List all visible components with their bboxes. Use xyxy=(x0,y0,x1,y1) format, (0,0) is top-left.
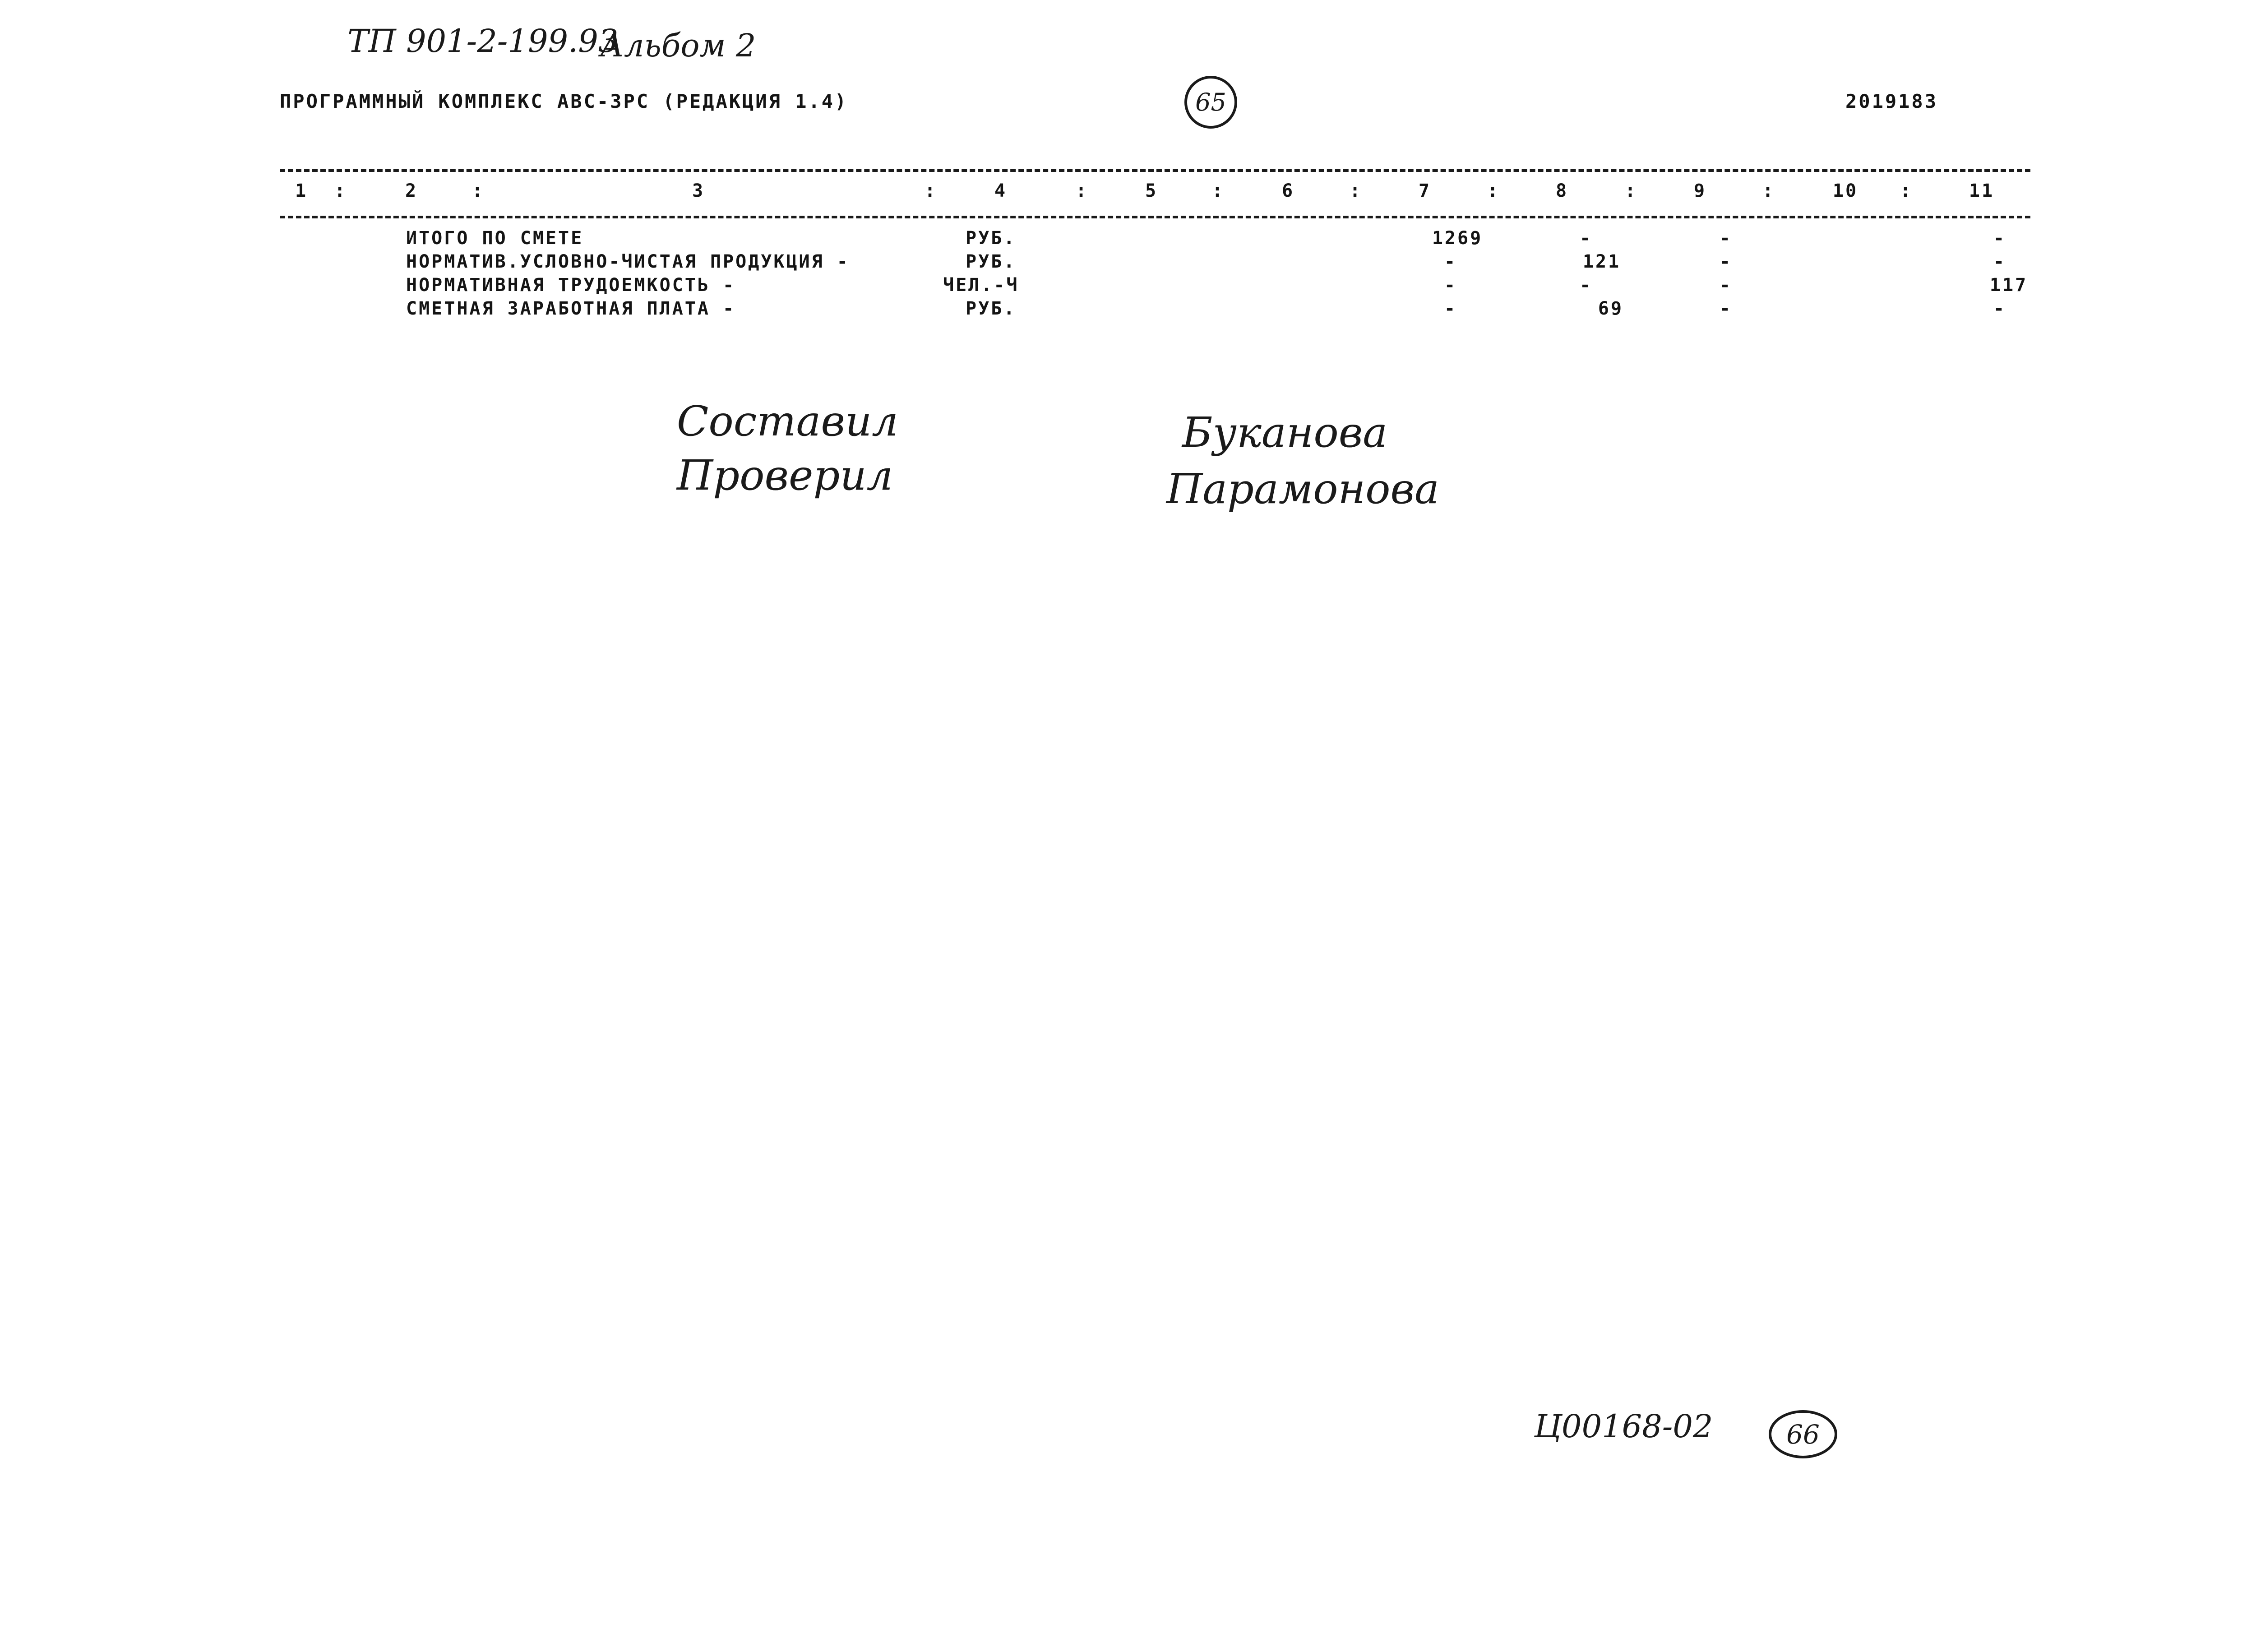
row-col9: - xyxy=(1719,275,1733,296)
col-header-1: 1 xyxy=(295,180,308,201)
col-separator: : xyxy=(1211,180,1225,201)
col-header-6: 6 xyxy=(1281,180,1295,201)
col-header-11: 11 xyxy=(1969,180,1995,201)
handwritten-album: Альбом 2 xyxy=(600,27,756,64)
row-col7: - xyxy=(1444,251,1457,272)
row-col11: - xyxy=(1993,228,2006,249)
col-header-8: 8 xyxy=(1555,180,1569,201)
row-unit: ЧЕЛ.-Ч xyxy=(943,275,1019,296)
row-col11: - xyxy=(1993,298,2006,319)
row-col8: 121 xyxy=(1582,251,1621,272)
row-name: НОРМАТИВ.УСЛОВНО-ЧИСТАЯ ПРОДУКЦИЯ - xyxy=(406,251,850,272)
col-header-3: 3 xyxy=(692,180,705,201)
col-header-10: 10 xyxy=(1832,180,1858,201)
page-mark-top-number: 65 xyxy=(1195,88,1226,116)
composed-label: Составил xyxy=(677,397,898,445)
checked-label: Проверил xyxy=(677,451,893,500)
row-col7: - xyxy=(1444,298,1457,319)
footer-code: Ц00168-02 xyxy=(1534,1408,1713,1445)
col-separator: : xyxy=(334,180,347,201)
row-col9: - xyxy=(1719,228,1733,249)
row-unit: РУБ. xyxy=(966,251,1017,272)
col-separator: : xyxy=(472,180,485,201)
row-name: НОРМАТИВНАЯ ТРУДОЕМКОСТЬ - xyxy=(406,275,736,296)
row-col8: 69 xyxy=(1598,298,1624,319)
table-rule-top xyxy=(280,169,2030,172)
program-line: ПРОГРАММНЫЙ КОМПЛЕКС АВС-ЗРС (РЕДАКЦИЯ 1.4) xyxy=(280,90,848,112)
handwritten-project-code: ТП 901-2-199.93 xyxy=(347,23,619,60)
row-col9: - xyxy=(1719,298,1733,319)
row-col11: 117 xyxy=(1989,275,2028,296)
page-mark-bottom xyxy=(1769,1410,1837,1458)
row-col8: - xyxy=(1579,228,1593,249)
col-separator: : xyxy=(924,180,938,201)
row-col7: 1269 xyxy=(1432,228,1483,249)
col-separator: : xyxy=(1075,180,1089,201)
row-col9: - xyxy=(1719,251,1733,272)
row-name: ИТОГО ПО СМЕТЕ xyxy=(406,228,584,249)
page-mark-bottom-number: 66 xyxy=(1786,1419,1820,1450)
row-col7: - xyxy=(1444,275,1457,296)
col-header-5: 5 xyxy=(1145,180,1158,201)
col-separator: : xyxy=(1487,180,1500,201)
page-mark-top xyxy=(1184,76,1237,129)
col-separator: : xyxy=(1762,180,1775,201)
col-header-7: 7 xyxy=(1418,180,1432,201)
row-col11: - xyxy=(1993,251,2006,272)
doc-number: 2019183 xyxy=(1845,90,1938,112)
col-header-4: 4 xyxy=(994,180,1008,201)
row-unit: РУБ. xyxy=(966,228,1017,249)
col-header-9: 9 xyxy=(1693,180,1707,201)
checked-signature: Парамонова xyxy=(1166,465,1439,513)
table-rule-header-bottom xyxy=(280,216,2030,218)
col-separator: : xyxy=(1900,180,1913,201)
col-separator: : xyxy=(1349,180,1363,201)
row-name: СМЕТНАЯ ЗАРАБОТНАЯ ПЛАТА - xyxy=(406,298,736,319)
col-separator: : xyxy=(1624,180,1638,201)
row-unit: РУБ. xyxy=(966,298,1017,319)
composed-signature: Буканова xyxy=(1182,408,1388,457)
col-header-2: 2 xyxy=(405,180,418,201)
row-col8: - xyxy=(1579,275,1593,296)
